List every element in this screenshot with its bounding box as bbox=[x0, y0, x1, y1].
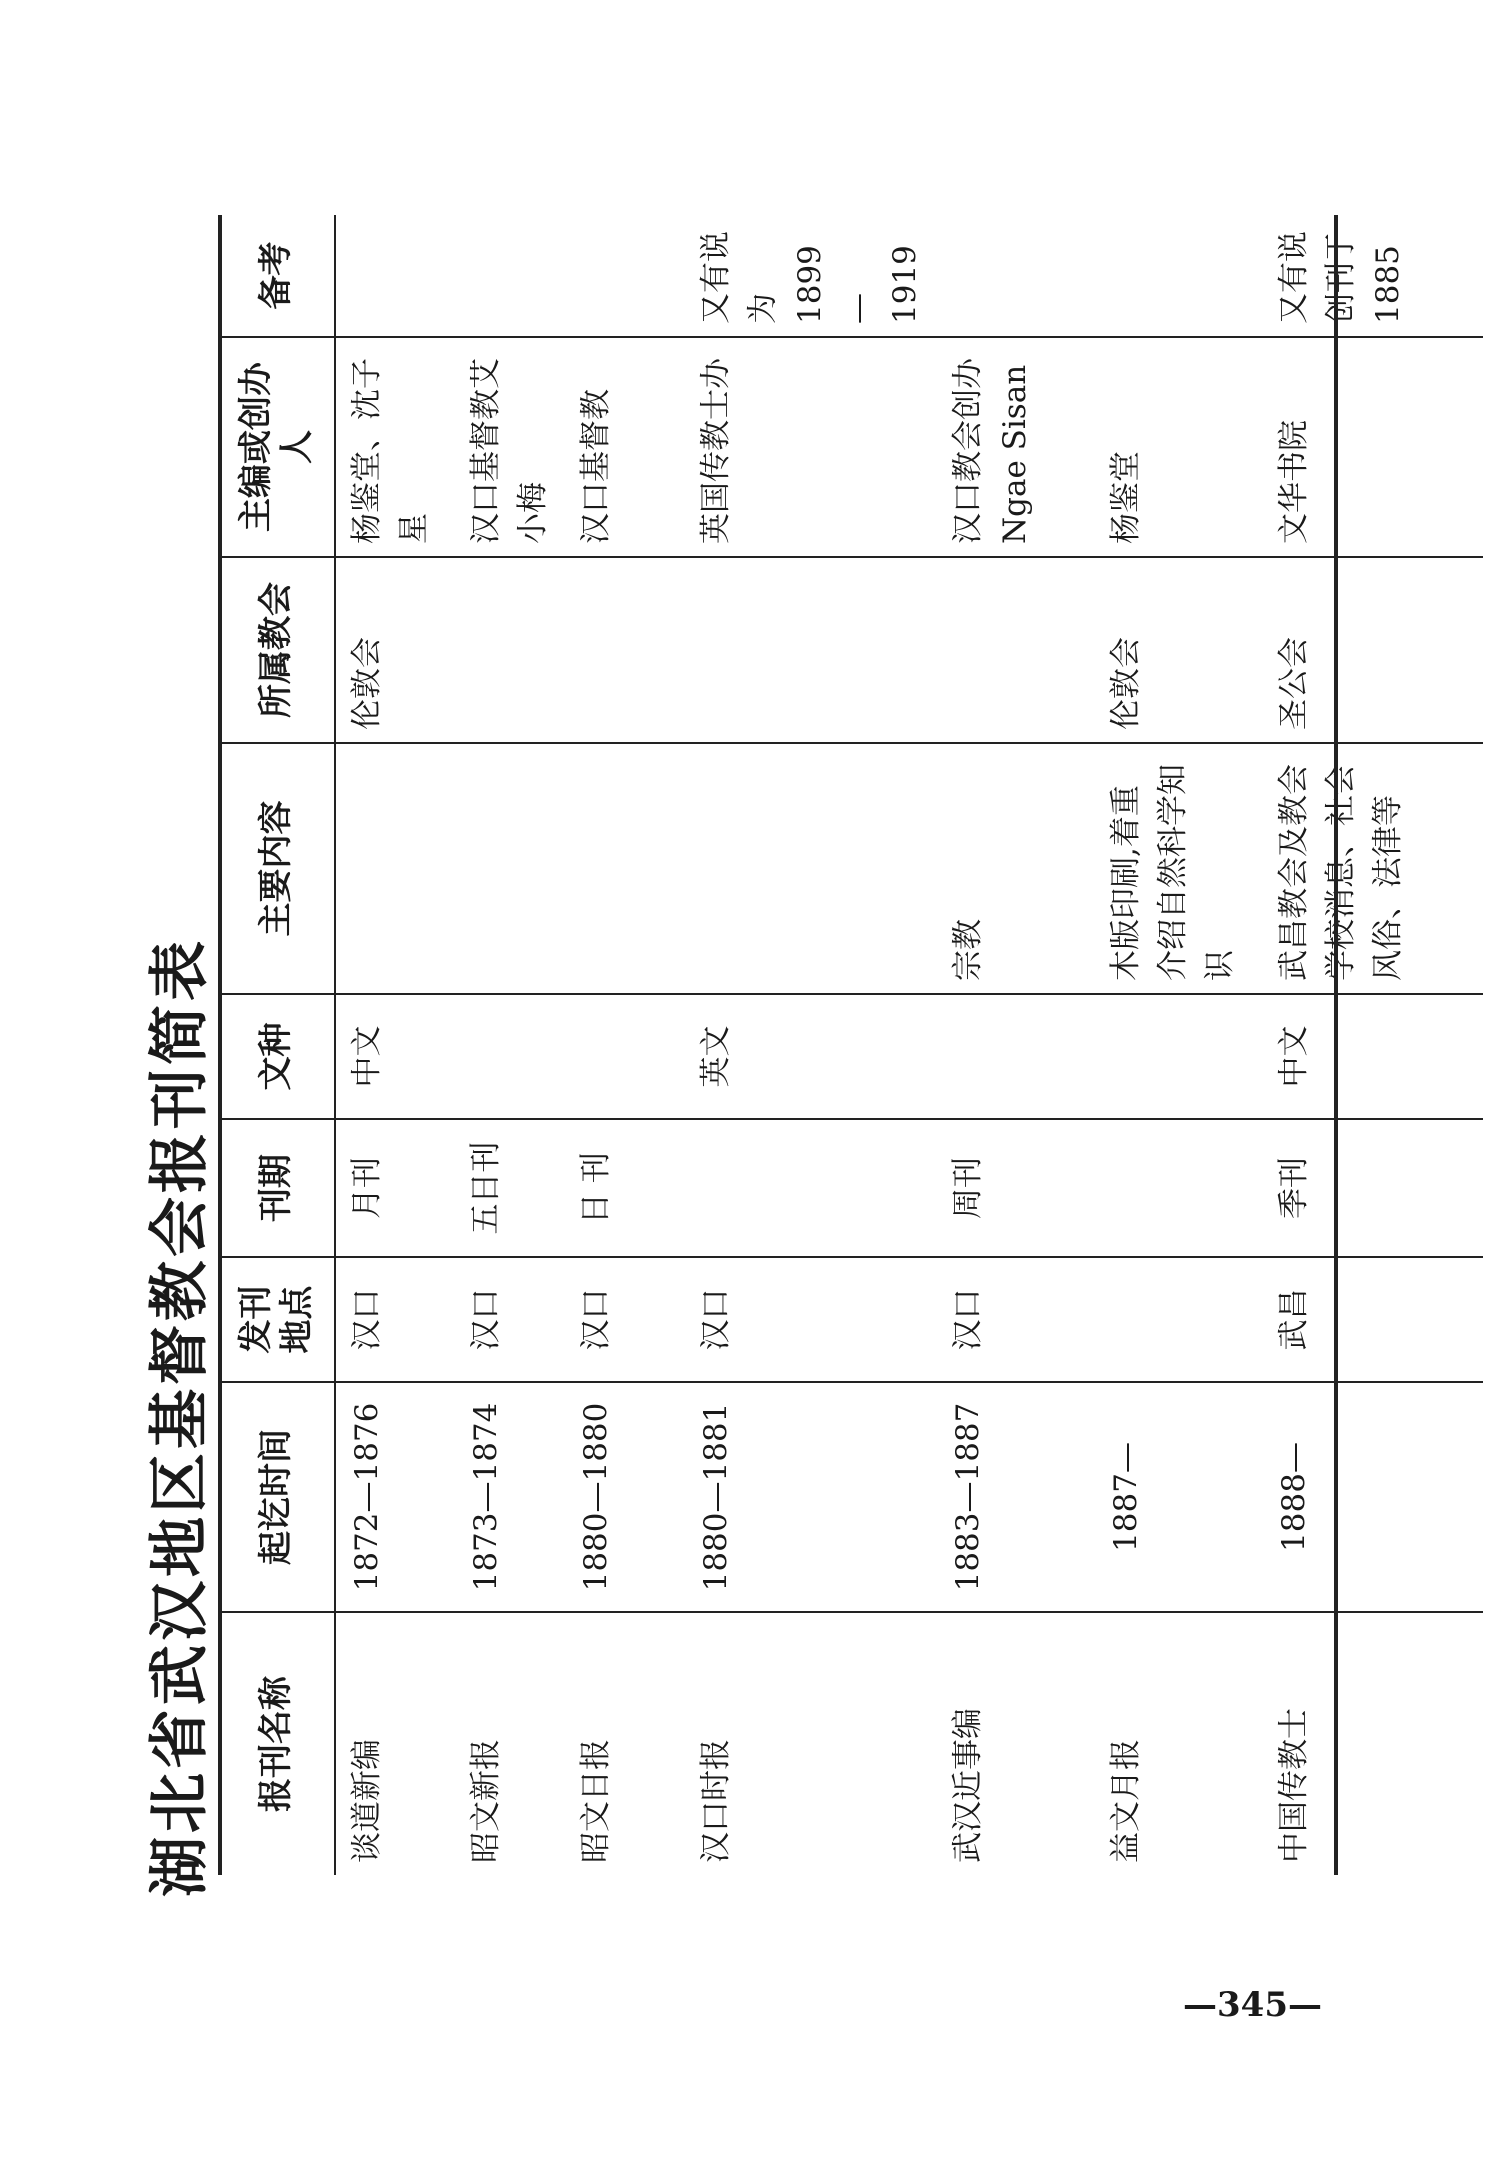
cell-church bbox=[937, 557, 1095, 743]
cell-frequency: 周刊 bbox=[937, 1119, 1095, 1257]
cell-church bbox=[455, 557, 565, 743]
cell-place: 汉口 bbox=[335, 1257, 455, 1382]
cell-church: 伦敦会 bbox=[1095, 557, 1263, 743]
cell-notes: 又有说创刊于1885 bbox=[1263, 215, 1483, 337]
cell-name: 昭文日报 bbox=[565, 1612, 685, 1875]
cell-church bbox=[565, 557, 685, 743]
cell-editor: 杨鉴堂 bbox=[1095, 337, 1263, 557]
cell-name: 汉口时报 bbox=[685, 1612, 937, 1875]
header-church: 所属教会 bbox=[220, 557, 335, 743]
cell-language bbox=[455, 994, 565, 1119]
cell-editor: 汉口基督教艾小梅 bbox=[455, 337, 565, 557]
cell-name: 益文月报 bbox=[1095, 1612, 1263, 1875]
table-row bbox=[937, 215, 1095, 1875]
cell-name: 武汉近事编 bbox=[937, 1612, 1095, 1875]
header-editor: 主编或创办人 bbox=[220, 337, 335, 557]
cell-period: 1888— bbox=[1263, 1382, 1483, 1612]
header-period: 起讫时间 bbox=[220, 1382, 335, 1612]
header-language: 文种 bbox=[220, 994, 335, 1119]
cell-notes bbox=[335, 215, 455, 337]
cell-place: 汉口 bbox=[685, 1257, 937, 1382]
header-notes: 备考 bbox=[220, 215, 335, 337]
cell-language bbox=[937, 994, 1095, 1119]
cell-notes bbox=[565, 215, 685, 337]
cell-church bbox=[685, 557, 937, 743]
page-title: 湖北省武汉地区基督教会报刊简表 bbox=[145, 937, 215, 1897]
cell-period: 1873—1874 bbox=[455, 1382, 565, 1612]
cell-content: 武昌教会及教会学校消息、社会风俗、法律等 bbox=[1263, 743, 1483, 994]
cell-editor: 杨鉴堂、沈子星 bbox=[335, 337, 455, 557]
cell-content bbox=[335, 743, 455, 994]
header-frequency: 刊期 bbox=[220, 1119, 335, 1257]
table-row bbox=[455, 215, 565, 1875]
cell-frequency bbox=[1095, 1119, 1263, 1257]
cell-notes bbox=[1095, 215, 1263, 337]
cell-notes: 又有说为1899—1919 bbox=[685, 215, 937, 337]
cell-name: 昭文新报 bbox=[455, 1612, 565, 1875]
page-number: —345— bbox=[1183, 1985, 1322, 2025]
cell-content bbox=[685, 743, 937, 994]
cell-place: 汉口 bbox=[565, 1257, 685, 1382]
cell-editor: 汉口基督教 bbox=[565, 337, 685, 557]
cell-editor: 英国传教士办 bbox=[685, 337, 937, 557]
cell-period: 1883—1887 bbox=[937, 1382, 1095, 1612]
cell-editor: 汉口教会创办 Ngae Sisan bbox=[937, 337, 1095, 557]
table-bottom-rule bbox=[1334, 215, 1338, 1875]
cell-period: 1880—1881 bbox=[685, 1382, 937, 1612]
cell-name: 谈道新编 bbox=[335, 1612, 455, 1875]
church-periodicals-table bbox=[220, 215, 1483, 1875]
cell-language bbox=[565, 994, 685, 1119]
cell-name: 中国传教士 bbox=[1263, 1612, 1483, 1875]
cell-notes bbox=[455, 215, 565, 337]
cell-language: 英文 bbox=[685, 994, 937, 1119]
cell-language bbox=[1095, 994, 1263, 1119]
table-row bbox=[565, 215, 685, 1875]
cell-frequency: 季刊 bbox=[1263, 1119, 1483, 1257]
cell-language: 中文 bbox=[1263, 994, 1483, 1119]
cell-place: 汉口 bbox=[455, 1257, 565, 1382]
cell-church: 圣公会 bbox=[1263, 557, 1483, 743]
cell-period: 1887— bbox=[1095, 1382, 1263, 1612]
table-header-row bbox=[220, 215, 335, 1875]
cell-frequency bbox=[685, 1119, 937, 1257]
table-row bbox=[685, 215, 937, 1875]
cell-content bbox=[455, 743, 565, 994]
cell-place: 汉口 bbox=[937, 1257, 1095, 1382]
header-place: 发刊地点 bbox=[220, 1257, 335, 1382]
cell-period: 1880—1880 bbox=[565, 1382, 685, 1612]
cell-frequency: 五日刊 bbox=[455, 1119, 565, 1257]
cell-place bbox=[1095, 1257, 1263, 1382]
table-row bbox=[335, 215, 455, 1875]
cell-place: 武昌 bbox=[1263, 1257, 1483, 1382]
cell-content: 宗教 bbox=[937, 743, 1095, 994]
cell-content: 木版印刷,着重介绍自然科学知识 bbox=[1095, 743, 1263, 994]
cell-language: 中文 bbox=[335, 994, 455, 1119]
cell-notes bbox=[937, 215, 1095, 337]
cell-frequency: 日 刊 bbox=[565, 1119, 685, 1257]
cell-period: 1872—1876 bbox=[335, 1382, 455, 1612]
cell-frequency: 月刊 bbox=[335, 1119, 455, 1257]
cell-editor: 文华书院 bbox=[1263, 337, 1483, 557]
header-content: 主要内容 bbox=[220, 743, 335, 994]
header-name: 报刊名称 bbox=[220, 1612, 335, 1875]
cell-church: 伦敦会 bbox=[335, 557, 455, 743]
table-row bbox=[1263, 215, 1483, 1875]
cell-content bbox=[565, 743, 685, 994]
table-row bbox=[1095, 215, 1263, 1875]
